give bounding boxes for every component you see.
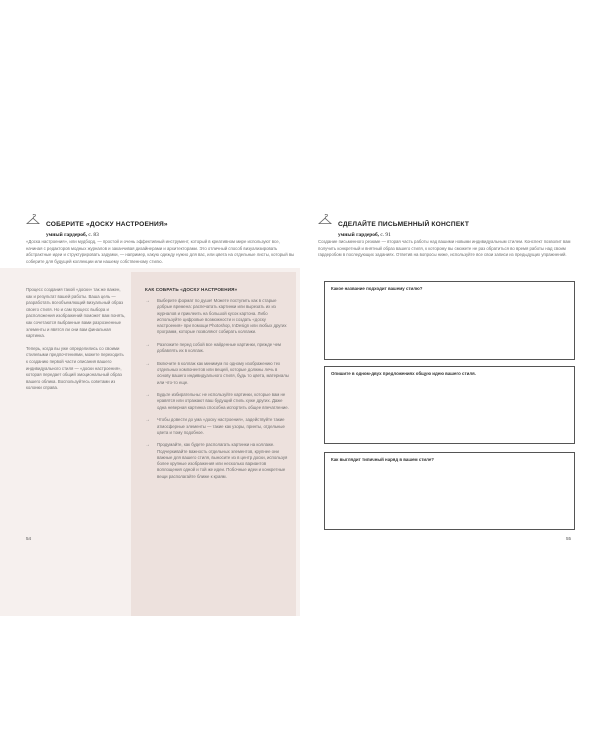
left-paragraph-1: Процесс создания такой «доски» так же важен, как и результат вашей работы. Ваша цель — разработать всеобъемлющий визуальный образ своего стиля. Но и сам процесс выбора и расположения изображений поможет вам понять, как сочетаются выбранные вами разрозненные элементы и явятся ли они вам финальная картинка. — [26, 287, 126, 339]
question-box-typical-outfit[interactable] — [324, 452, 575, 530]
step-text: Включите в коллаж как минимум по одному изображению тех отдельных компонентов или вещей, которые должны лечь в основу вашего индивидуального стиля, будь то цвета, материалы или что-то еще. — [157, 360, 289, 385]
ref-book: умный гардероб, — [46, 232, 87, 238]
howto-step — [145, 442, 290, 480]
ref-page: с. 83 — [87, 232, 99, 238]
howto-title: КАК СОБРАТЬ «ДОСКУ НАСТРОЕНИЯ» — [145, 287, 238, 292]
step-text: Продумайте, как будете располагать картинки на коллаже. Подчеркивайте важность отдельных элементов, крупнее они важные для вашего стиля, выносите из в центр доски, используя более крупные изображения или несколько вариантов воплощения одной и той же идеи. Побочные идеи и конкретные вещи располагайте ближе к краям. — [157, 442, 288, 479]
left-paragraph-2: Теперь, когда вы уже определились со своими стилевыми предпочтениями, можете переходить к созданию первой части описания вашего индивидуального стиля — «доски настроения», которая передает общий эмоциональный образ вашего облика. Воспользуйтесь советами из колонки справа. — [26, 345, 124, 391]
arrow-right-icon: → — [145, 392, 150, 399]
arrow-right-icon: → — [145, 341, 150, 348]
left-column-text — [26, 287, 126, 392]
step-text: Чтобы довести до ума «доску настроения», задействуйте такие атмосферные элементы — такие как узоры, принты, отдельные цвета и тому подобное. — [157, 417, 285, 435]
ref-book: умный гардероб, — [338, 232, 379, 238]
summary-intro: Создание письменного резюме — вторая часть работы над вашими новыми индивидуальным стилем. Конспект позволит вам получить конкретный и внятный образ вашего стиля, к которому вы сможете не раз обратиться во время работы над своим гардеробом в последующих заданиях. Ответив на вопросы ниже, используйте все свои записи из предыдущих упражнений. — [318, 239, 571, 257]
hanger-icon — [318, 214, 332, 226]
howto-step — [145, 298, 290, 336]
summary-section — [318, 213, 574, 259]
ref-page: с. 91 — [379, 232, 391, 238]
page-number-right: 55 — [566, 536, 572, 541]
step-text: Разложите перед собой все найденные картинки, прежде чем добавлять их в коллаж. — [157, 341, 281, 354]
howto-box — [145, 287, 290, 486]
question-box-style-name[interactable] — [324, 281, 575, 360]
step-text: Будьте избирательны: не используйте картинки, которые вам не нравятся или отражают ваш будущий стиль хуже других. Даже одна неверная картинка способна испортить общее впечатление. — [157, 392, 289, 410]
moodboard-reference — [46, 231, 168, 239]
summary-title: СДЕЛАЙТЕ ПИСЬМЕННЫЙ КОНСПЕКТ — [338, 221, 470, 228]
arrow-right-icon: → — [145, 417, 150, 424]
question-label: Опишите в одном-двух предложениях общую идею вашего стиля. — [331, 371, 476, 376]
summary-reference — [338, 231, 469, 239]
moodboard-title: СОБЕРИТЕ «ДОСКУ НАСТРОЕНИЯ» — [46, 221, 168, 228]
question-label: Какое название подходит вашему стилю? — [331, 286, 423, 291]
moodboard-section — [26, 213, 296, 265]
page-number-left: 54 — [26, 536, 32, 541]
question-box-style-idea[interactable] — [324, 366, 575, 444]
howto-step — [145, 392, 290, 411]
hanger-icon — [26, 214, 40, 226]
question-label: Как выглядит типичный наряд в вашем стиле? — [331, 457, 434, 462]
howto-step — [145, 417, 290, 436]
arrow-right-icon: → — [145, 442, 150, 449]
summary-header — [318, 213, 574, 238]
arrow-right-icon: → — [145, 360, 150, 367]
howto-step — [145, 361, 290, 386]
howto-step — [145, 342, 290, 355]
moodboard-header — [26, 213, 296, 238]
arrow-right-icon: → — [145, 298, 150, 304]
step-text: Выберите формат по душе! Можете поступить как в старые добрые времена: распечатать картинки или вырезать их из журналов и приклеить на большой кусок картона. Либо используйте цифровые возможности и создать «доску настроения» при помощи Photoshop, InDesign или любых других программ, которые позволяют собирать коллажи. — [157, 298, 287, 335]
moodboard-intro: «Доска настроения», или мудборд, — простой и очень эффективный инструмент, который в креативном мире используют все, начиная с редакторов модных журналов и заканчивая дизайнерами и архитекторами. Это отличный способ визуализировать абстрактные идеи и структурировать задумки, — например, какую одежду нужно для вас, или цвета на отдельные листы, который вы соберите для будущей коллекции или нашему собственному стилю. — [26, 239, 295, 264]
